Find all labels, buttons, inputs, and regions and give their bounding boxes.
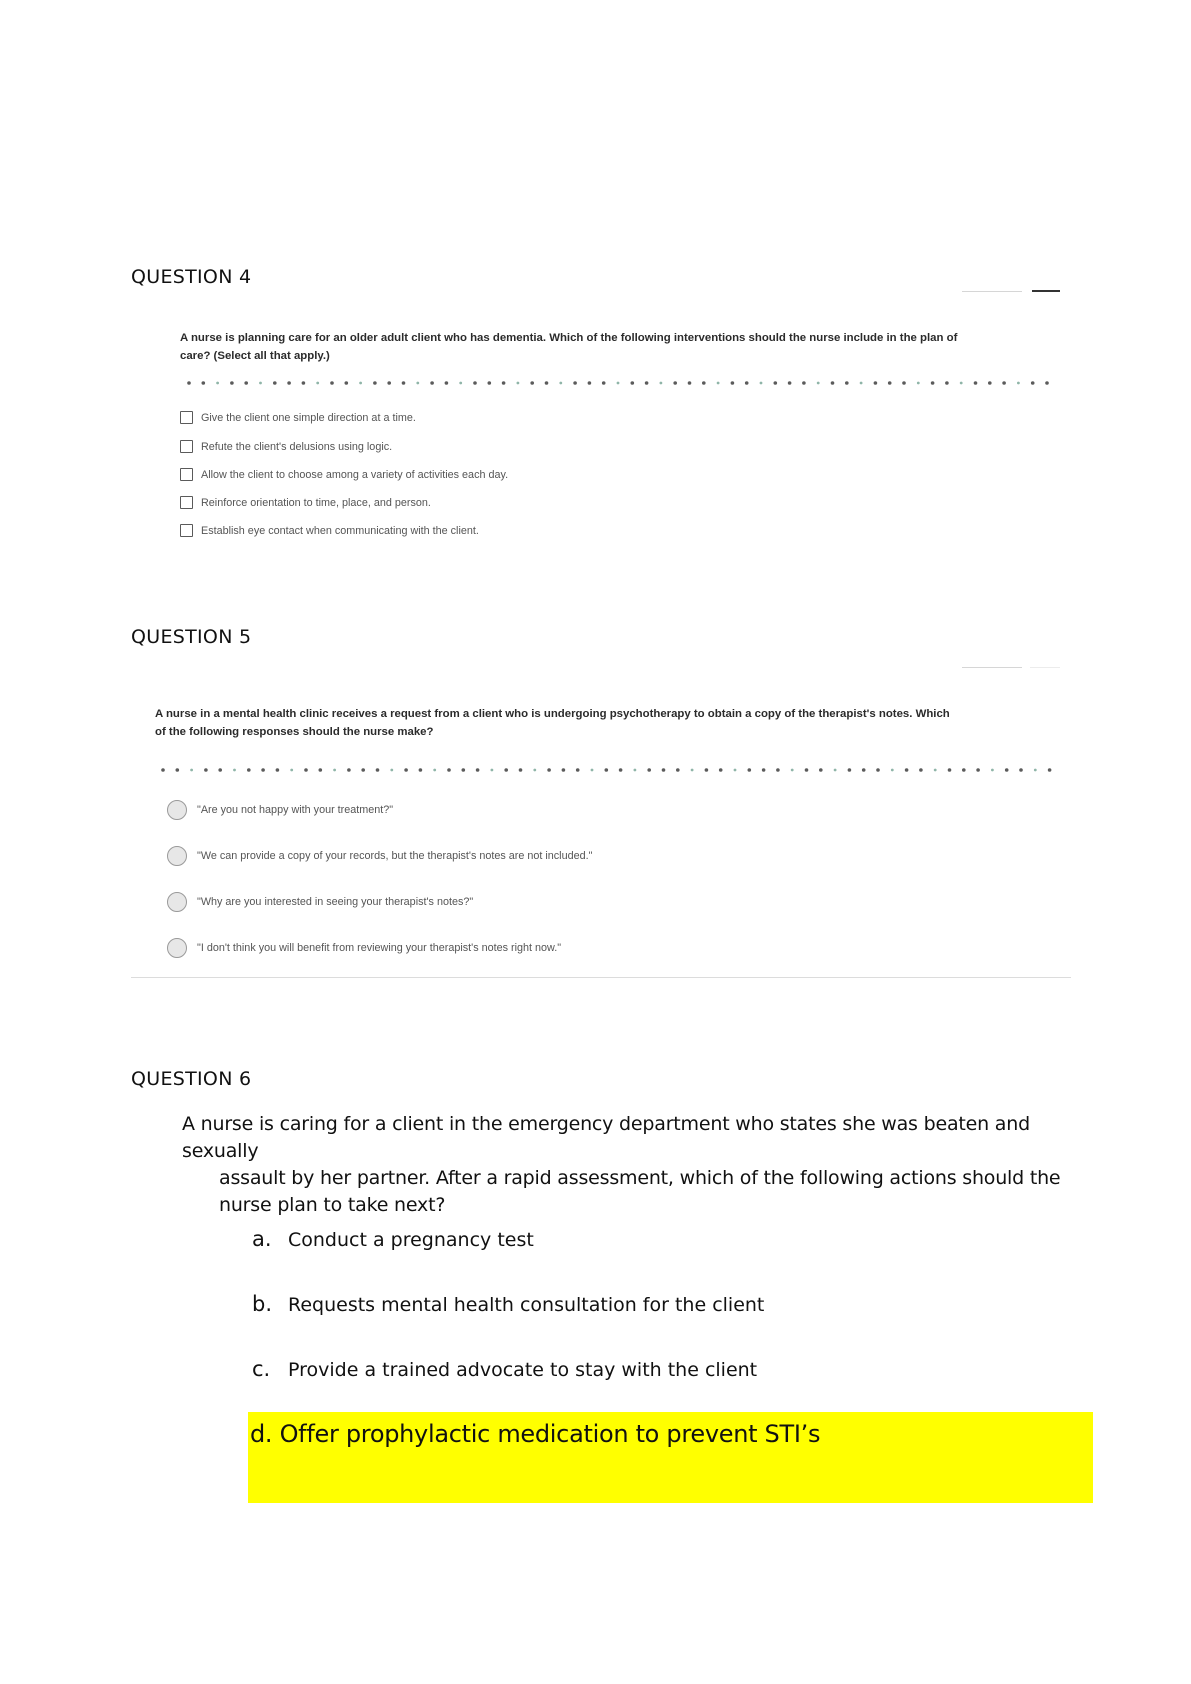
divider-dot <box>519 768 523 772</box>
question-4-heading: QUESTION 4 <box>131 266 252 288</box>
divider-dot <box>919 768 923 772</box>
q5-option[interactable] <box>167 938 561 958</box>
divider-dot <box>459 382 462 385</box>
divider-dot <box>517 382 520 385</box>
divider-dot <box>702 381 706 385</box>
divider-dot <box>333 769 336 772</box>
q4-option[interactable] <box>180 468 508 481</box>
divider-dot <box>562 768 566 772</box>
divider-dot <box>960 382 963 385</box>
divider-dot <box>447 768 451 772</box>
divider-dot <box>402 381 406 385</box>
divider-dot <box>748 768 752 772</box>
divider-dot <box>419 768 423 772</box>
divider-dot <box>802 381 806 385</box>
q6-option-letter: b. <box>252 1292 273 1316</box>
q6-stem <box>182 1111 1062 1219</box>
divider-dot <box>218 768 222 772</box>
divider-dot <box>504 768 508 772</box>
divider-dot <box>559 382 562 385</box>
divider-dot <box>216 382 219 385</box>
divider-dot <box>917 382 920 385</box>
divider-dot <box>619 768 623 772</box>
divider-dot <box>862 768 866 772</box>
divider-dot <box>945 381 949 385</box>
q5-option[interactable] <box>167 892 473 912</box>
q6-stem-line-3: nurse plan to take next? <box>219 1194 446 1216</box>
divider-dot <box>888 381 892 385</box>
divider-dot <box>302 381 306 385</box>
divider-dot <box>161 768 165 772</box>
divider-dot <box>387 381 391 385</box>
radio-button-icon[interactable] <box>167 800 187 820</box>
q5-option-label: "Why are you interested in seeing your therapist's notes?" <box>197 896 474 908</box>
divider-dot <box>988 381 992 385</box>
q5-option-label: "Are you not happy with your treatment?" <box>197 804 394 816</box>
radio-button-icon[interactable] <box>167 892 187 912</box>
divider-dot <box>819 768 823 772</box>
q5-stem-line-2: of the following responses should the nurse make? <box>155 726 434 738</box>
divider-dot <box>230 381 234 385</box>
divider-dot <box>430 381 434 385</box>
q4-option[interactable] <box>180 411 416 424</box>
divider-dot <box>602 381 606 385</box>
divider-dot <box>547 768 551 772</box>
q4-option-label: Give the client one simple direction at a time. <box>201 411 416 424</box>
divider-dot <box>717 382 720 385</box>
checkbox-icon[interactable] <box>180 411 193 424</box>
divider-dot <box>705 768 709 772</box>
divider-dot <box>645 381 649 385</box>
divider-dot <box>605 768 609 772</box>
divider-dot <box>488 381 492 385</box>
q4-option[interactable] <box>180 440 392 453</box>
divider-dot <box>347 768 351 772</box>
divider-dot <box>1034 769 1037 772</box>
divider-dot <box>876 768 880 772</box>
question-6-heading: QUESTION 6 <box>131 1068 252 1090</box>
q4-option-label: Establish eye contact when communicating with the client. <box>201 524 479 537</box>
divider-dot <box>273 381 277 385</box>
q4-progress-track <box>962 291 1022 292</box>
q5-progress-track-end <box>1030 667 1060 668</box>
q4-option[interactable] <box>180 496 431 509</box>
q6-option-text: Requests mental health consultation for the client <box>288 1294 765 1316</box>
q5-option-label: "I don't think you will benefit from reviewing your therapist's notes right now." <box>197 942 562 954</box>
divider-dot <box>676 768 680 772</box>
divider-dot <box>545 381 549 385</box>
divider-dot <box>176 768 180 772</box>
divider-dot <box>719 768 723 772</box>
divider-dot <box>688 381 692 385</box>
divider-dot <box>345 381 349 385</box>
q5-dotted-divider <box>160 767 1056 773</box>
divider-dot <box>760 382 763 385</box>
divider-dot <box>762 768 766 772</box>
divider-dot <box>788 381 792 385</box>
divider-dot <box>631 381 635 385</box>
divider-dot <box>330 381 334 385</box>
divider-dot <box>533 769 536 772</box>
divider-dot <box>931 381 935 385</box>
divider-dot <box>319 768 323 772</box>
divider-dot <box>576 768 580 772</box>
divider-dot <box>673 381 677 385</box>
divider-dot <box>647 768 651 772</box>
divider-dot <box>530 381 534 385</box>
q4-option-label: Allow the client to choose among a variety of activities each day. <box>201 468 509 481</box>
divider-dot <box>233 769 236 772</box>
divider-dot <box>962 768 966 772</box>
divider-dot <box>591 769 594 772</box>
highlighted-answer-text: d. Offer prophylactic medication to prevent STI’s <box>250 1420 821 1448</box>
q6-option-text: Provide a trained advocate to stay with the client <box>288 1359 758 1381</box>
q6-option-c <box>252 1357 757 1381</box>
divider-dot <box>934 769 937 772</box>
divider-dot <box>202 381 206 385</box>
divider-dot <box>290 769 293 772</box>
divider-dot <box>660 382 663 385</box>
divider-dot <box>491 769 494 772</box>
divider-dot <box>691 769 694 772</box>
divider-dot <box>891 769 894 772</box>
divider-dot <box>617 382 620 385</box>
divider-dot <box>1031 381 1035 385</box>
divider-dot <box>573 381 577 385</box>
divider-dot <box>731 381 735 385</box>
q5-option-label: "We can provide a copy of your records, but the therapist's notes are not included." <box>197 850 593 862</box>
divider-dot <box>187 381 191 385</box>
divider-dot <box>662 768 666 772</box>
q4-option[interactable] <box>180 524 479 537</box>
divider-dot <box>373 381 377 385</box>
q6-stem-line-2: assault by her partner. After a rapid assessment, which of the following actions should the <box>219 1167 1061 1189</box>
divider-dot <box>190 769 193 772</box>
divider-dot <box>304 768 308 772</box>
divider-dot <box>1017 382 1020 385</box>
q4-stem <box>180 329 1060 365</box>
divider-dot <box>1002 381 1006 385</box>
q4-progress-mark <box>1032 290 1060 292</box>
divider-dot <box>874 381 878 385</box>
divider-dot <box>1045 381 1049 385</box>
q6-stem-line-1: A nurse is caring for a client in the emergency department who states she was beaten and sexually <box>182 1113 1030 1162</box>
q4-option-label: Refute the client's delusions using logic. <box>201 440 393 453</box>
q6-option-text: Conduct a pregnancy test <box>288 1229 534 1251</box>
divider-dot <box>204 768 208 772</box>
divider-dot <box>259 382 262 385</box>
divider-dot <box>805 768 809 772</box>
divider-dot <box>991 769 994 772</box>
checkbox-icon[interactable] <box>180 524 193 537</box>
divider-dot <box>745 381 749 385</box>
q6-option-letter: c. <box>252 1357 271 1381</box>
q5-stem <box>155 705 1065 741</box>
divider-dot <box>416 382 419 385</box>
divider-dot <box>588 381 592 385</box>
divider-dot <box>831 381 835 385</box>
divider-dot <box>860 382 863 385</box>
divider-dot <box>390 769 393 772</box>
q6-option-b <box>252 1292 764 1316</box>
divider-dot <box>834 769 837 772</box>
divider-dot <box>1005 768 1009 772</box>
divider-dot <box>817 382 820 385</box>
divider-dot <box>1048 768 1052 772</box>
highlighted-answer-box <box>248 1412 1093 1503</box>
radio-button-icon[interactable] <box>167 846 187 866</box>
divider-dot <box>976 768 980 772</box>
divider-dot <box>404 768 408 772</box>
radio-button-icon[interactable] <box>167 938 187 958</box>
divider-dot <box>276 768 280 772</box>
question-5-heading: QUESTION 5 <box>131 626 252 648</box>
divider-dot <box>433 769 436 772</box>
divider-dot <box>848 768 852 772</box>
divider-dot <box>261 768 265 772</box>
checkbox-icon[interactable] <box>180 440 193 453</box>
divider-dot <box>502 381 506 385</box>
divider-dot <box>359 382 362 385</box>
q5-option[interactable] <box>167 800 393 820</box>
q5-stem-line-1: A nurse in a mental health clinic receives a request from a client who is undergoing psychotherapy to obtain a copy of the therapist's notes. Which <box>155 708 950 720</box>
checkbox-icon[interactable] <box>180 468 193 481</box>
q5-bottom-divider <box>131 977 1071 978</box>
q4-stem-line-2: care? (Select all that apply.) <box>180 350 330 362</box>
divider-dot <box>287 381 291 385</box>
divider-dot <box>776 768 780 772</box>
divider-dot <box>791 769 794 772</box>
divider-dot <box>845 381 849 385</box>
divider-dot <box>1019 768 1023 772</box>
divider-dot <box>316 382 319 385</box>
divider-dot <box>902 381 906 385</box>
divider-dot <box>948 768 952 772</box>
q6-option-letter: a. <box>252 1227 272 1251</box>
checkbox-icon[interactable] <box>180 496 193 509</box>
q4-stem-line-1: A nurse is planning care for an older adult client who has dementia. Which of the following interventions should the nurse include in the plan of <box>180 332 958 344</box>
divider-dot <box>244 381 248 385</box>
divider-dot <box>974 381 978 385</box>
divider-dot <box>376 768 380 772</box>
divider-dot <box>247 768 251 772</box>
divider-dot <box>473 381 477 385</box>
divider-dot <box>361 768 365 772</box>
divider-dot <box>445 381 449 385</box>
divider-dot <box>476 768 480 772</box>
divider-dot <box>734 769 737 772</box>
divider-dot <box>462 768 466 772</box>
q6-option-a <box>252 1227 534 1251</box>
divider-dot <box>905 768 909 772</box>
divider-dot <box>634 769 637 772</box>
q4-option-label: Reinforce orientation to time, place, and person. <box>201 496 431 509</box>
divider-dot <box>774 381 778 385</box>
q5-progress-track <box>962 667 1022 668</box>
q5-option[interactable] <box>167 846 592 866</box>
q4-dotted-divider <box>186 380 1056 386</box>
